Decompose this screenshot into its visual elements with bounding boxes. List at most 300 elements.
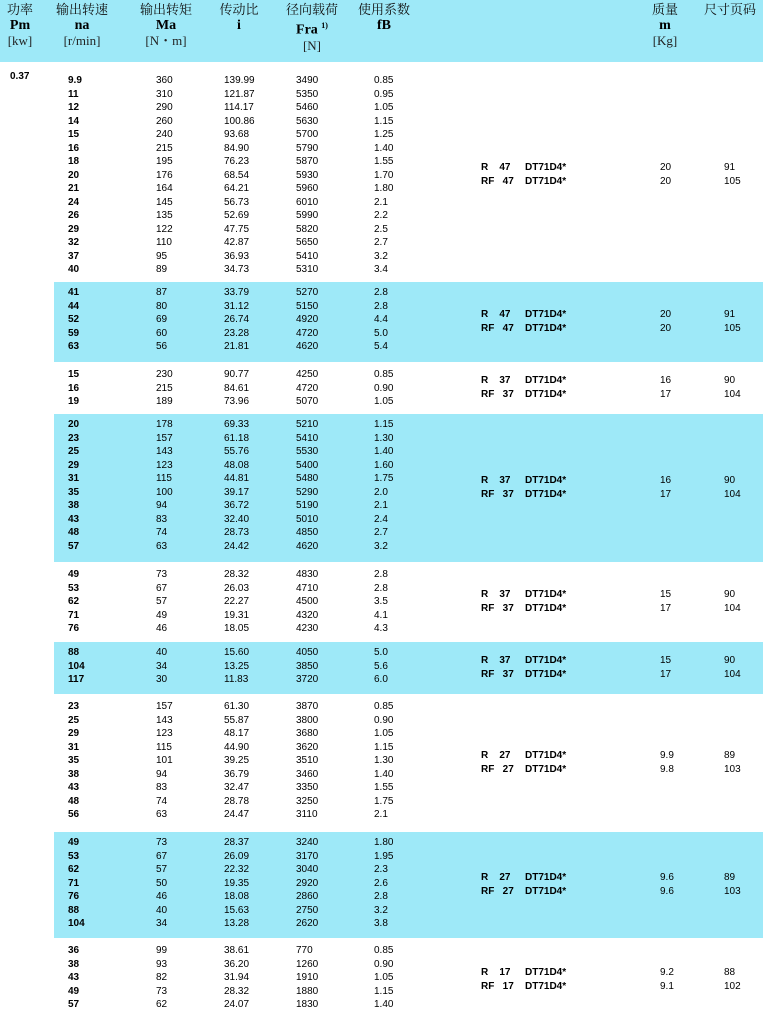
- cell-ma: 49: [156, 609, 168, 621]
- cell-fra: 4050: [296, 647, 319, 658]
- cell-fra: 3170: [296, 850, 319, 862]
- cell-page: 90: [724, 589, 736, 600]
- cell-fra: 5410: [296, 250, 319, 262]
- cell-fra: 3680: [296, 728, 319, 739]
- cell-ma: 189: [156, 396, 173, 407]
- cell-fb: 0.85: [374, 75, 394, 86]
- column-na: [68, 700, 79, 822]
- column-type: [481, 308, 514, 335]
- cell-fra: 5150: [296, 300, 319, 312]
- cell-na: 88: [68, 647, 80, 658]
- table-block: [54, 564, 763, 640]
- cell-fra: 4320: [296, 609, 319, 621]
- table-block: [54, 940, 763, 1020]
- cell-ma: 73: [156, 837, 168, 848]
- cell-ma: 164: [156, 183, 173, 194]
- cell-i: 93.68: [224, 129, 250, 140]
- column-i: [224, 700, 249, 822]
- cell-na: 43: [68, 782, 80, 793]
- cell-fra: 3250: [296, 795, 319, 807]
- column-type: [481, 374, 514, 401]
- column-na: [68, 944, 79, 1012]
- cell-motor: DT71D4*: [525, 602, 567, 614]
- cell-motor: DT71D4*: [525, 980, 567, 992]
- cell-i: 36.20: [224, 958, 250, 970]
- cell-fra: 4720: [296, 382, 319, 394]
- cell-ma: 260: [156, 115, 173, 127]
- cell-type: R 37: [481, 475, 511, 486]
- cell-type: R 37: [481, 655, 511, 666]
- cell-ma: 50: [156, 877, 168, 889]
- cell-na: 29: [68, 728, 80, 739]
- header-ratio: [212, 3, 266, 33]
- cell-fb: 3.8: [374, 918, 388, 929]
- column-ma: [156, 286, 167, 354]
- cell-na: 117: [68, 674, 85, 685]
- cell-m: 17: [660, 388, 672, 400]
- cell-i: 24.47: [224, 809, 250, 820]
- cell-na: 53: [68, 850, 80, 862]
- header-mass-label: 质量: [651, 3, 678, 18]
- cell-fb: 2.8: [374, 287, 388, 298]
- column-page: [724, 749, 741, 776]
- cell-i: 13.28: [224, 918, 250, 929]
- cell-na: 57: [68, 540, 80, 552]
- column-m: [660, 871, 674, 898]
- column-i: [224, 836, 249, 931]
- cell-i: 48.17: [224, 728, 250, 739]
- column-fra: [296, 368, 318, 409]
- cell-na: 20: [68, 169, 80, 181]
- cell-ma: 115: [156, 473, 172, 484]
- cell-ma: 100: [156, 486, 173, 498]
- column-fra: [296, 944, 318, 1012]
- header-speed: [50, 3, 114, 48]
- cell-i: 28.78: [224, 795, 250, 807]
- cell-ma: 290: [156, 102, 173, 113]
- cell-i: 26.03: [224, 582, 250, 594]
- cell-na: 71: [68, 877, 80, 889]
- cell-fb: 1.80: [374, 183, 394, 194]
- column-motor: [525, 161, 566, 188]
- column-m: [660, 374, 671, 401]
- column-motor: [525, 871, 566, 898]
- header-radial-unit: [N]: [302, 37, 322, 53]
- column-i: [224, 74, 255, 277]
- cell-na: 41: [68, 287, 80, 298]
- header-torque-symbol: Ma: [155, 18, 177, 33]
- column-motor: [525, 966, 566, 993]
- column-page: [724, 966, 741, 993]
- cell-fra: 5350: [296, 88, 319, 100]
- cell-i: 15.60: [224, 647, 250, 658]
- cell-i: 39.25: [224, 755, 250, 766]
- cell-i: 28.37: [224, 837, 250, 848]
- cell-ma: 83: [156, 513, 168, 525]
- header-dim-label: 尺寸页码: [703, 3, 756, 18]
- cell-i: 22.32: [224, 864, 250, 875]
- header-radial: [280, 3, 344, 53]
- cell-na: 62: [68, 596, 80, 607]
- cell-na: 76: [68, 891, 80, 902]
- header-ratio-label: 传动比: [219, 3, 259, 18]
- cell-i: 18.05: [224, 623, 250, 634]
- cell-na: 23: [68, 432, 80, 444]
- cell-motor: DT71D4*: [525, 589, 567, 600]
- cell-na: 15: [68, 369, 80, 380]
- cell-fb: 2.5: [374, 223, 388, 235]
- cell-i: 18.08: [224, 891, 250, 902]
- cell-ma: 195: [156, 156, 173, 167]
- cell-ma: 82: [156, 972, 168, 983]
- cell-fb: 5.0: [374, 647, 388, 658]
- column-type: [481, 966, 514, 993]
- cell-ma: 143: [156, 714, 173, 726]
- column-m: [660, 588, 671, 615]
- cell-motor: DT71D4*: [525, 322, 567, 334]
- cell-na: 40: [68, 264, 80, 275]
- cell-na: 49: [68, 569, 80, 580]
- column-na: [68, 368, 79, 409]
- cell-fb: 1.40: [374, 999, 394, 1010]
- cell-na: 104: [68, 660, 85, 672]
- column-page: [724, 474, 741, 501]
- cell-fb: 5.4: [374, 341, 388, 352]
- cell-m: 17: [660, 602, 672, 614]
- cell-fra: 4850: [296, 527, 319, 538]
- cell-fb: 3.5: [374, 596, 388, 607]
- cell-m: 9.9: [660, 750, 674, 761]
- cell-fra: 3850: [296, 660, 319, 672]
- cell-ma: 240: [156, 129, 173, 140]
- cell-fb: 1.05: [374, 728, 394, 739]
- column-page: [724, 308, 741, 335]
- cell-fb: 1.40: [374, 768, 394, 780]
- column-fra: [296, 418, 318, 553]
- column-na: [68, 646, 85, 687]
- cell-fb: 0.85: [374, 701, 394, 712]
- column-page: [724, 588, 741, 615]
- cell-fb: 2.1: [374, 500, 388, 511]
- cell-type: R 27: [481, 750, 511, 761]
- cell-fb: 0.95: [374, 88, 394, 100]
- cell-fb: 2.8: [374, 582, 388, 594]
- column-ma: [156, 944, 167, 1012]
- cell-i: 55.76: [224, 446, 250, 457]
- cell-fb: 1.75: [374, 473, 394, 484]
- column-fb: [374, 568, 388, 636]
- cell-page: 90: [724, 655, 736, 666]
- cell-i: 114.17: [224, 102, 254, 113]
- cell-fb: 1.15: [374, 985, 394, 997]
- cell-ma: 57: [156, 596, 168, 607]
- cell-motor: DT71D4*: [525, 668, 567, 680]
- column-fb: [374, 836, 393, 931]
- column-motor: [525, 374, 566, 401]
- column-type: [481, 749, 514, 776]
- header-service-label: 使用系数: [357, 3, 410, 18]
- cell-fra: 5290: [296, 486, 319, 498]
- cell-i: 44.81: [224, 473, 250, 484]
- cell-type: RF 37: [481, 602, 514, 614]
- cell-ma: 157: [156, 701, 173, 712]
- cell-page: 102: [724, 980, 741, 992]
- cell-motor: DT71D4*: [525, 475, 567, 486]
- cell-type: RF 37: [481, 388, 514, 400]
- cell-fra: 3490: [296, 75, 319, 86]
- cell-fb: 0.85: [374, 369, 394, 380]
- cell-fra: 5460: [296, 102, 319, 113]
- cell-motor: DT71D4*: [525, 763, 567, 775]
- cell-fra: 3460: [296, 768, 319, 780]
- cell-m: 17: [660, 488, 672, 500]
- cell-fra: 5480: [296, 473, 319, 484]
- cell-page: 91: [724, 309, 736, 320]
- cell-na: 35: [68, 755, 80, 766]
- cell-i: 26.09: [224, 850, 250, 862]
- cell-i: 61.18: [224, 432, 250, 444]
- cell-i: 28.73: [224, 527, 250, 538]
- column-page: [724, 871, 741, 898]
- cell-type: RF 47: [481, 322, 514, 334]
- cell-ma: 57: [156, 864, 168, 875]
- header-service-symbol: fB: [377, 18, 391, 33]
- cell-fra: 5310: [296, 264, 319, 275]
- cell-page: 88: [724, 967, 736, 978]
- cell-fb: 1.15: [374, 115, 394, 127]
- cell-fb: 1.05: [374, 396, 394, 407]
- cell-type: R 47: [481, 309, 511, 320]
- cell-motor: DT71D4*: [525, 885, 567, 897]
- column-m: [660, 474, 671, 501]
- cell-fb: 1.30: [374, 432, 394, 444]
- cell-fb: 3.2: [374, 540, 388, 552]
- cell-na: 38: [68, 958, 80, 970]
- cell-fb: 3.4: [374, 264, 388, 275]
- cell-fra: 5400: [296, 459, 319, 471]
- cell-na: 88: [68, 904, 80, 916]
- cell-i: 36.93: [224, 250, 250, 262]
- cell-na: 57: [68, 999, 80, 1010]
- cell-fb: 2.4: [374, 513, 388, 525]
- cell-ma: 30: [156, 674, 168, 685]
- cell-fb: 4.4: [374, 314, 388, 325]
- cell-fb: 0.90: [374, 958, 394, 970]
- cell-fb: 1.30: [374, 755, 394, 766]
- cell-i: 44.90: [224, 741, 250, 753]
- column-m: [660, 749, 674, 776]
- cell-na: 36: [68, 945, 80, 956]
- cell-na: 24: [68, 196, 80, 208]
- column-ma: [156, 74, 173, 277]
- cell-i: 15.63: [224, 904, 250, 916]
- cell-ma: 94: [156, 768, 168, 780]
- column-type: [481, 474, 514, 501]
- column-m: [660, 308, 671, 335]
- column-i: [224, 286, 249, 354]
- column-na: [68, 286, 79, 354]
- cell-motor: DT71D4*: [525, 967, 567, 978]
- cell-page: 90: [724, 375, 736, 386]
- cell-i: 11.83: [224, 674, 249, 685]
- cell-fra: 5790: [296, 142, 319, 154]
- column-fb: [374, 418, 393, 553]
- cell-i: 32.40: [224, 513, 250, 525]
- header-speed-unit: [r/min]: [63, 33, 101, 48]
- cell-na: 29: [68, 223, 80, 235]
- cell-fra: 5820: [296, 223, 319, 235]
- cell-type: R 27: [481, 872, 511, 883]
- cell-i: 36.79: [224, 768, 250, 780]
- header-torque-label: 输出转矩: [139, 3, 192, 18]
- cell-motor: DT71D4*: [525, 388, 567, 400]
- cell-fra: 6010: [296, 196, 319, 208]
- cell-i: 28.32: [224, 985, 250, 997]
- cell-page: 105: [724, 322, 741, 334]
- cell-ma: 34: [156, 660, 168, 672]
- cell-na: 43: [68, 513, 80, 525]
- column-fra: [296, 286, 318, 354]
- cell-ma: 157: [156, 432, 173, 444]
- cell-ma: 360: [156, 75, 173, 86]
- cell-na: 31: [68, 741, 80, 753]
- column-ma: [156, 646, 167, 687]
- cell-m: 20: [660, 309, 672, 320]
- header-power-unit: [kw]: [7, 33, 33, 48]
- header-radial-symbol: Fra: [296, 22, 318, 38]
- table-block: [54, 696, 763, 830]
- cell-fb: 2.0: [374, 486, 388, 498]
- cell-ma: 123: [156, 728, 173, 739]
- cell-na: 59: [68, 327, 80, 339]
- cell-na: 38: [68, 768, 80, 780]
- cell-ma: 34: [156, 918, 168, 929]
- cell-na: 31: [68, 473, 80, 484]
- cell-fra: 5960: [296, 183, 319, 194]
- cell-i: 55.87: [224, 714, 250, 726]
- cell-ma: 56: [156, 341, 168, 352]
- cell-fra: 3040: [296, 864, 319, 875]
- cell-fra: 5650: [296, 237, 319, 248]
- column-fb: [374, 74, 393, 277]
- cell-fra: 3720: [296, 674, 319, 685]
- cell-ma: 178: [156, 419, 173, 430]
- cell-motor: DT71D4*: [525, 175, 567, 187]
- column-motor: [525, 588, 566, 615]
- cell-i: 22.27: [224, 596, 250, 607]
- cell-fra: 3800: [296, 714, 319, 726]
- cell-i: 23.28: [224, 327, 250, 339]
- cell-type: R 17: [481, 967, 511, 978]
- cell-type: RF 27: [481, 763, 514, 775]
- column-page: [724, 374, 741, 401]
- cell-na: 16: [68, 382, 80, 394]
- cell-fb: 1.70: [374, 169, 394, 181]
- cell-na: 76: [68, 623, 80, 634]
- cell-fra: 4710: [296, 582, 319, 594]
- header-power-symbol: Pm: [9, 18, 31, 33]
- cell-ma: 135: [156, 210, 173, 221]
- cell-na: 48: [68, 795, 80, 807]
- cell-type: RF 27: [481, 885, 514, 897]
- column-fra: [296, 836, 318, 931]
- cell-fb: 2.2: [374, 210, 388, 221]
- cell-fra: 4920: [296, 314, 319, 325]
- cell-fra: 5210: [296, 419, 319, 430]
- cell-ma: 40: [156, 904, 168, 916]
- cell-ma: 87: [156, 287, 168, 298]
- column-ma: [156, 418, 173, 553]
- cell-m: 16: [660, 475, 672, 486]
- cell-fb: 3.2: [374, 250, 388, 262]
- cell-page: 104: [724, 388, 741, 400]
- column-na: [68, 568, 79, 636]
- cell-na: 14: [68, 115, 80, 127]
- cell-na: 23: [68, 701, 80, 712]
- cell-fb: 1.40: [374, 446, 394, 457]
- header-speed-symbol: na: [74, 18, 90, 33]
- cell-m: 16: [660, 375, 672, 386]
- cell-na: 19: [68, 396, 80, 407]
- cell-fb: 4.1: [374, 609, 388, 621]
- column-i: [224, 368, 249, 409]
- cell-na: 12: [68, 102, 80, 113]
- cell-i: 34.73: [224, 264, 250, 275]
- cell-fb: 3.2: [374, 904, 388, 916]
- cell-i: 48.08: [224, 459, 250, 471]
- cell-na: 63: [68, 341, 80, 352]
- cell-fb: 1.75: [374, 795, 394, 807]
- column-motor: [525, 474, 566, 501]
- cell-fra: 5630: [296, 115, 319, 127]
- cell-page: 89: [724, 872, 736, 883]
- cell-fra: 2860: [296, 891, 319, 902]
- cell-na: 104: [68, 918, 85, 929]
- cell-i: 90.77: [224, 369, 250, 380]
- cell-page: 91: [724, 162, 736, 173]
- cell-fb: 5.6: [374, 660, 388, 672]
- cell-fra: 4500: [296, 596, 319, 607]
- cell-i: 68.54: [224, 169, 250, 181]
- cell-fb: 2.8: [374, 891, 388, 902]
- cell-fra: 770: [296, 945, 313, 956]
- cell-na: 11: [68, 88, 79, 100]
- cell-ma: 123: [156, 459, 173, 471]
- cell-fra: 5410: [296, 432, 319, 444]
- cell-fra: 5190: [296, 500, 319, 511]
- column-fb: [374, 368, 393, 409]
- cell-ma: 40: [156, 647, 168, 658]
- cell-fra: 5930: [296, 169, 319, 181]
- cell-page: 104: [724, 602, 741, 614]
- cell-ma: 63: [156, 540, 168, 552]
- cell-i: 13.25: [224, 660, 250, 672]
- table-block: [54, 642, 763, 694]
- cell-na: 53: [68, 582, 80, 594]
- cell-i: 39.17: [224, 486, 250, 498]
- header-power-label: 功率: [6, 3, 33, 18]
- header-service: [352, 3, 416, 33]
- cell-ma: 215: [156, 382, 173, 394]
- cell-fb: 1.60: [374, 459, 394, 471]
- cell-fb: 1.40: [374, 142, 394, 154]
- cell-fra: 3350: [296, 782, 319, 793]
- column-fra: [296, 700, 318, 822]
- cell-page: 89: [724, 750, 736, 761]
- cell-i: 28.32: [224, 569, 250, 580]
- cell-fb: 1.05: [374, 972, 394, 983]
- cell-motor: DT71D4*: [525, 872, 567, 883]
